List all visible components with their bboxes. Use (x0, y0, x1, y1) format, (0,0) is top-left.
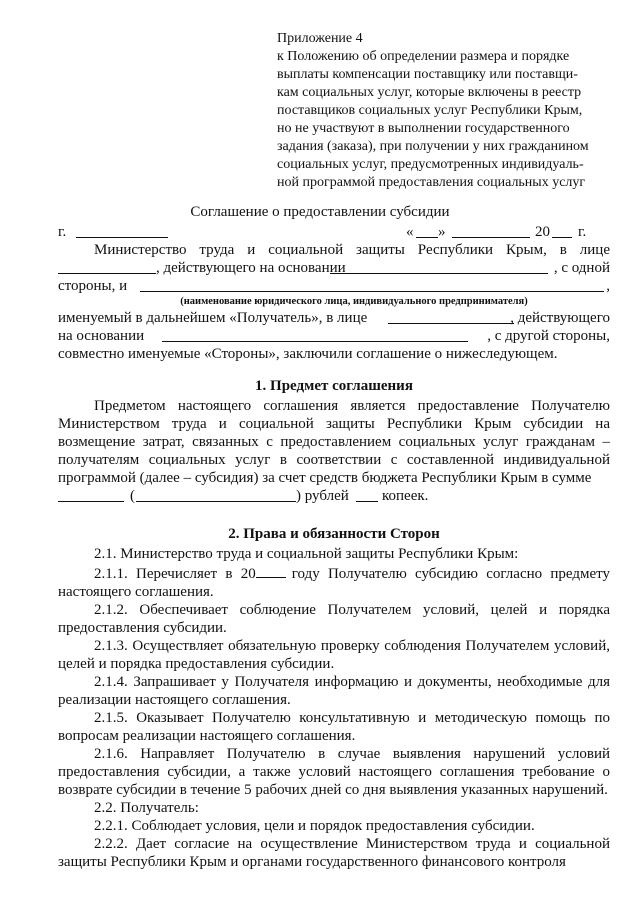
appendix-line: социальных услуг, предусмотренных индивидуаль- (277, 157, 584, 172)
recipient-caption: (наименование юридического лица, индивидуального предпринимателя) (180, 296, 528, 307)
month-blank (452, 223, 530, 238)
subject-text: Предметом настоящего соглашения является предоставление Получателю Министерством труда и социальной защиты Республики Крым субсидии на возмещение затрат, связанных с предоставлением социальных услуг гражданам – получателям социальных услуг в соответствии с составленной индивидуальной программой (далее – субсидия) за счет средств бюджета Республики Крым в сумме (58, 398, 610, 486)
sum-digits-blank (58, 487, 124, 502)
day-blank (416, 223, 438, 238)
sum-paren-open: ( (130, 488, 135, 504)
appendix-line: кам социальных услуг, которые включены в реестр (277, 85, 582, 100)
recipient-name-blank (140, 277, 604, 292)
appendix-line: поставщиков социальных услуг Республики Крым, (277, 103, 583, 118)
preamble-text: стороны, и (58, 278, 128, 294)
place-date-row (58, 223, 610, 241)
preamble-text: на основании (58, 328, 145, 344)
clause-2-2-2: 2.2.2. Дает согласие на осуществление Министерством труда и социальной защиты Республики Крым и органами государственного финансового контроля (58, 836, 610, 870)
clause-2-2-1: 2.2.1. Соблюдает условия, цели и порядок предоставления субсидии. (94, 818, 535, 834)
appendix-line: но не участвуют в выполнении государственного (277, 121, 570, 136)
clause-2-1-3: 2.1.3. Осуществляет обязательную проверку соблюдения Получателем условий, целей и порядка предоставления субсидии. (58, 638, 610, 672)
city-blank (76, 223, 168, 238)
preamble-line-1 (58, 241, 610, 259)
clause-2-1-1 (58, 563, 610, 601)
preamble-text: совместно именуемые «Стороны», заключили соглашение о нижеследующем. (58, 346, 558, 362)
basis-blank (330, 259, 548, 274)
clause-2-1-6: 2.1.6. Направляет Получателю в случае выявления нарушений условий предоставления субсидии, а также условий настоящего соглашения требование о возврате субсидии в течение 5 рабочих дней со дня выявления указанных нарушений. (58, 746, 610, 798)
preamble-line-5 (58, 327, 610, 345)
document-title: Соглашение о предоставлении субсидии (190, 204, 450, 220)
preamble-text: , (606, 278, 610, 294)
preamble-line-2 (58, 259, 610, 277)
preamble-text: именуемый в дальнейшем «Получатель», в лице (58, 310, 368, 326)
date-quote-close: » (438, 224, 446, 240)
preamble-text: , действующего на основании (156, 260, 346, 276)
representative-blank (58, 259, 156, 274)
kopeck-blank (356, 487, 378, 502)
appendix-number: Приложение 4 (277, 31, 363, 46)
year-blank-2 (256, 563, 286, 578)
year-prefix: 20 (535, 224, 550, 240)
preamble-text: Министерство труда и социальной защиты Республики Крым, в лице (94, 242, 610, 258)
kopeck-label: копеек. (382, 488, 429, 504)
clause-2-1: 2.1. Министерство труда и социальной защиты Республики Крым: (94, 546, 519, 562)
recipient-representative-blank (388, 309, 514, 324)
preamble-line-4 (58, 309, 610, 327)
clause-2-1-4: 2.1.4. Запрашивает у Получателя информацию и документы, необходимые для реализации настоящего соглашения. (58, 674, 610, 708)
sum-row (58, 487, 610, 505)
preamble-line-6 (58, 345, 610, 363)
preamble-text: , с другой стороны, (487, 328, 610, 344)
clause-text: году Получателю субсидию согласно предмету настоящего соглашения. (58, 566, 611, 600)
section-1-heading: 1. Предмет соглашения (255, 378, 413, 394)
city-prefix: г. (58, 224, 67, 240)
clause-2-1-5: 2.1.5. Оказывает Получателю консультативную и методическую помощь по вопросам реализации настоящего соглашения. (58, 710, 610, 744)
section-2-heading: 2. Права и обязанности Сторон (228, 526, 440, 542)
document-body (58, 223, 610, 871)
section-1-text (58, 397, 610, 487)
year-blank (552, 223, 572, 238)
appendix-block (277, 30, 609, 192)
appendix-line: к Положению об определении размера и порядке (277, 49, 570, 64)
appendix-line: выплаты компенсации поставщику или поставщи- (277, 67, 578, 82)
appendix-line: ной программой предоставления социальных услуг (277, 175, 586, 190)
preamble-line-3 (58, 277, 610, 295)
date-quote-open: « (406, 224, 414, 240)
clause-2-2: 2.2. Получатель: (94, 800, 199, 816)
year-suffix: г. (578, 224, 587, 240)
clause-text: 2.1.1. Перечисляет в 20 (94, 566, 256, 582)
recipient-basis-blank (162, 327, 468, 342)
preamble-text: , с одной (553, 260, 610, 276)
appendix-line: задания (заказа), при получении у них гражданином (277, 139, 589, 154)
sum-words-blank (136, 487, 296, 502)
sum-paren-close: ) рублей (296, 488, 349, 504)
preamble-text: , действующего (510, 310, 610, 326)
clause-2-1-2: 2.1.2. Обеспечивает соблюдение Получателем условий, целей и порядка предоставления субсидии. (58, 602, 610, 636)
